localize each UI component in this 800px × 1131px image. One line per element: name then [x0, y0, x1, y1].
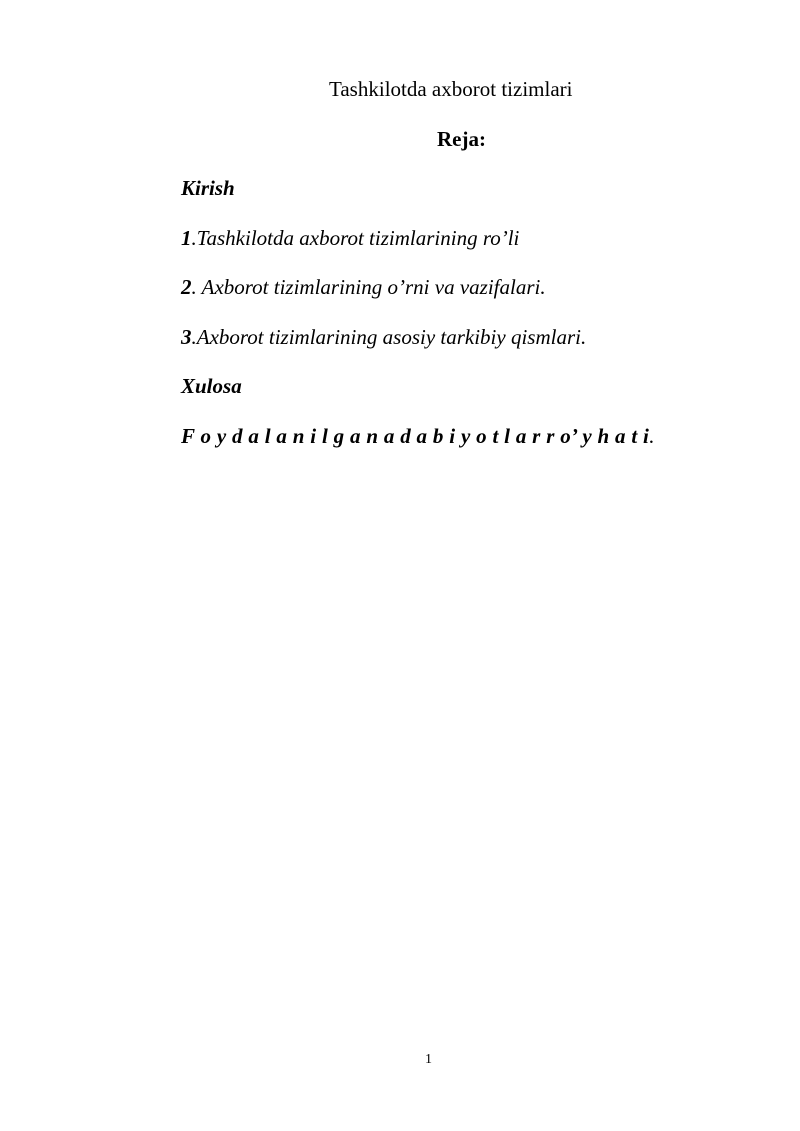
- plan-item-3-text: .Axborot tizimlarining asosiy tarkibiy qismlari.: [191, 325, 587, 349]
- references-period: .: [649, 424, 655, 448]
- references-text: F o y d a l a n i l g a n a d a b i y o t l a r r o’ y h a t i: [181, 424, 650, 448]
- references-heading: [181, 424, 655, 448]
- plan-item-1: [181, 226, 519, 250]
- plan-item-1-number: 1: [181, 226, 192, 250]
- plan-item-2: [181, 275, 546, 299]
- page-number: 1: [425, 1052, 432, 1067]
- plan-item-2-number: 2: [181, 275, 192, 299]
- plan-heading: Reja:: [437, 127, 486, 151]
- intro-heading: Kirish: [181, 176, 235, 200]
- plan-item-2-text: . Axborot tizimlarining o’rni va vazifalari.: [191, 275, 546, 299]
- conclusion-heading: Xulosa: [181, 374, 242, 398]
- plan-item-3: [181, 325, 586, 349]
- document-title: Tashkilotda axborot tizimlari: [329, 77, 573, 101]
- plan-item-1-text: .Tashkilotda axborot tizimlarining ro’li: [191, 226, 520, 250]
- plan-item-3-number: 3: [181, 325, 192, 349]
